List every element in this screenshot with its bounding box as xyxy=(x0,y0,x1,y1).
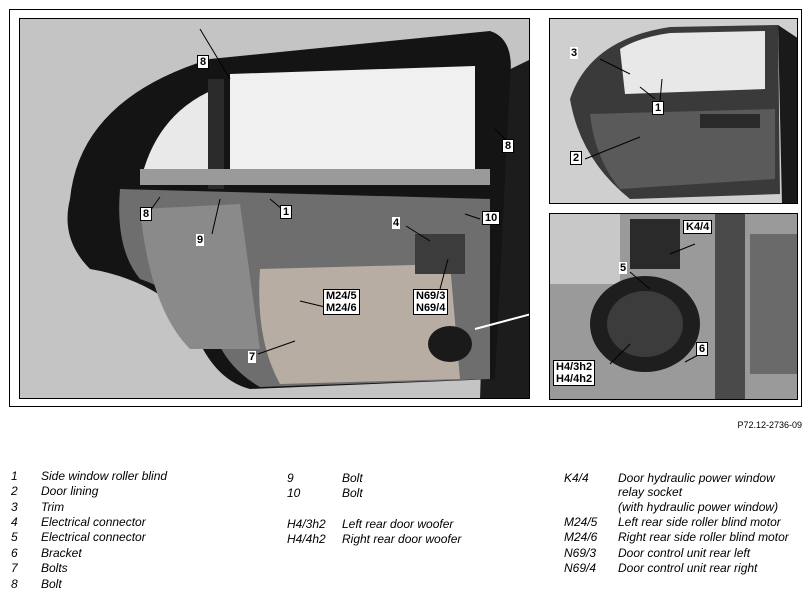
legend-key: 6 xyxy=(11,546,18,560)
legend-desc: Door hydraulic power window xyxy=(618,471,775,485)
legend-desc: Bolts xyxy=(41,561,68,575)
figure-frame xyxy=(9,9,802,407)
legend-desc: Door control unit rear right xyxy=(618,561,758,575)
callout-h4: H4/3h2 H4/4h2 xyxy=(553,360,595,386)
callout-1: 1 xyxy=(280,205,292,219)
callout-8-left: 8 xyxy=(140,207,152,221)
door-interior-drawing xyxy=(20,19,530,399)
legend-desc: Right rear door woofer xyxy=(342,532,462,546)
legend-desc: Electrical connector xyxy=(41,530,146,544)
callout-9: 9 xyxy=(197,234,204,246)
callout-7: 7 xyxy=(249,351,256,363)
callout-3: 3 xyxy=(571,47,578,59)
callout-8-top: 8 xyxy=(197,55,209,69)
callout-10: 10 xyxy=(482,211,500,225)
door-exterior-drawing xyxy=(550,19,798,204)
legend-desc: Bracket xyxy=(41,546,82,560)
legend-key: 4 xyxy=(11,515,18,529)
legend-key: 10 xyxy=(287,486,301,500)
legend-key: K4/4 xyxy=(564,471,589,485)
callout-n69: N69/3 N69/4 xyxy=(413,289,448,315)
legend-desc: Bolt xyxy=(342,486,363,500)
legend-desc: Bolt xyxy=(342,471,363,485)
legend-key: 9 xyxy=(287,471,294,485)
callout-8-right: 8 xyxy=(502,139,514,153)
door-exterior-photo xyxy=(549,18,798,204)
legend-desc: Bolt xyxy=(41,577,62,591)
legend-key: M24/5 xyxy=(564,515,598,529)
callout-2: 2 xyxy=(570,151,582,165)
legend-desc: Electrical connector xyxy=(41,515,146,529)
legend-key: N69/3 xyxy=(564,546,597,560)
legend-desc: Trim xyxy=(41,500,65,514)
legend-desc: Door lining xyxy=(41,484,99,498)
legend-desc: relay socket xyxy=(618,485,683,499)
legend-key: 3 xyxy=(11,500,18,514)
callout-m24: M24/5 M24/6 xyxy=(323,289,360,315)
legend-desc: (with hydraulic power window) xyxy=(618,500,779,514)
callout-5: 5 xyxy=(620,262,627,274)
legend-desc: Left rear door woofer xyxy=(342,517,454,531)
legend-desc: Right rear side roller blind motor xyxy=(618,530,789,544)
legend-key: 1 xyxy=(11,469,18,483)
callout-1-exterior: 1 xyxy=(652,101,664,115)
figure-reference: P72.12-2736-09 xyxy=(737,420,802,430)
woofer-detail-photo xyxy=(549,213,798,400)
legend-desc: Door control unit rear left xyxy=(618,546,751,560)
legend-key: N69/4 xyxy=(564,561,597,575)
legend-key: 8 xyxy=(11,577,18,591)
main-door-photo xyxy=(19,18,530,399)
callout-4: 4 xyxy=(393,217,400,229)
legend-key: 5 xyxy=(11,530,18,544)
legend-key: H4/3h2 xyxy=(287,517,326,531)
legend-desc: Left rear side roller blind motor xyxy=(618,515,781,529)
legend-key: 2 xyxy=(11,484,18,498)
callout-6: 6 xyxy=(696,342,708,356)
callout-k4-4: K4/4 xyxy=(683,220,712,234)
legend-desc: Side window roller blind xyxy=(41,469,168,483)
legend-key: 7 xyxy=(11,561,18,575)
legend-key: M24/6 xyxy=(564,530,598,544)
legend-key: H4/4h2 xyxy=(287,532,326,546)
